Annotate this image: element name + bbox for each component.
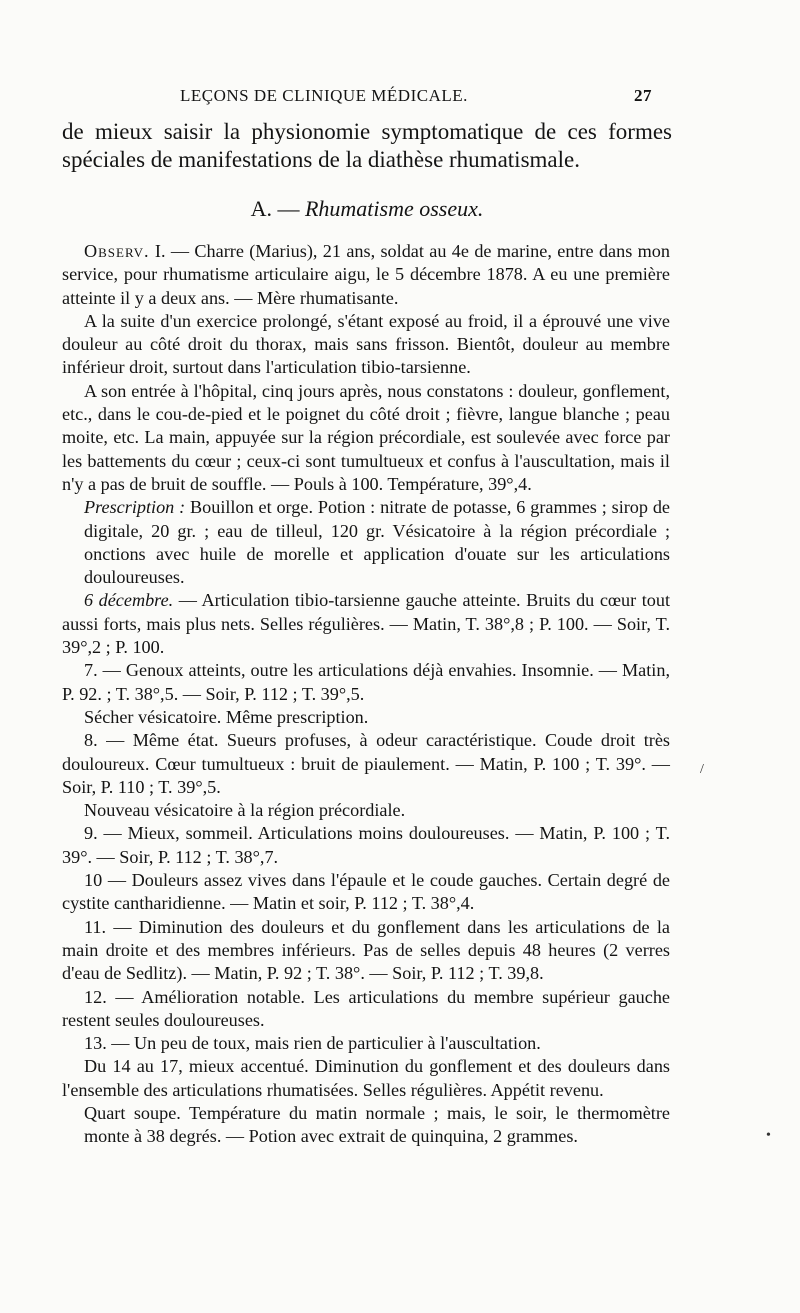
section-subject: Rhumatisme osseux. bbox=[304, 196, 484, 221]
prescription-label: Prescription : bbox=[84, 497, 186, 518]
day-text: — Articulation tibio-tarsienne gauche atteinte. Bruits du cœur tout aussi forts, mais plus nets. Selles régulières. — Matin, T. 38°,8 ; P. 100. — Soir, T. 39°,2 ; P. 100. bbox=[62, 590, 670, 658]
day-entry: 11. — Diminution des douleurs et du gonflement dans les articulations de la main droite et des membres inférieurs. Pas de selles depuis 48 heures (2 verres d'eau de Sedlitz). — Matin, P. 92 ; T. 38°. — Soir, P. 112 ; T. 39,8. bbox=[62, 916, 670, 984]
section-title bbox=[62, 196, 672, 222]
observation-text bbox=[62, 240, 670, 1149]
intro-paragraph: de mieux saisir la physionomie symptomatique de ces formes spéciales de manifestations de la diathèse rhumatismale. bbox=[62, 119, 672, 172]
observation-intro: I. — Charre (Marius), 21 ans, soldat au 4e de marine, entre dans mon service, pour rhumatisme articulaire aigu, le 5 décembre 1878. A eu une première atteinte il y a deux ans. — Mère rhumatisante. bbox=[62, 241, 670, 308]
running-title: LEÇONS DE CLINIQUE MÉDICALE. bbox=[180, 86, 468, 105]
section-letter: A. — bbox=[250, 196, 305, 221]
observation-paragraph: A son entrée à l'hôpital, cinq jours après, nous constatons : douleur, gonflement, etc., dans le cou-de-pied et le poignet du côté droit ; fièvre, langue blanche ; peau moite, etc. La main, appuyée sur la région précordiale, est soulevée avec force par les battements du cœur ; ceux-ci sont tumultueux et confus à l'auscultation, mais il n'y a pas de bruit de souffle. — Pouls à 100. Température, 39°,4. bbox=[62, 380, 670, 494]
margin-dot-mark: • bbox=[766, 1128, 771, 1143]
treatment-note: Sécher vésicatoire. Même prescription. bbox=[84, 706, 369, 727]
day-entry: 9. — Mieux, sommeil. Articulations moins douloureuses. — Matin, P. 100 ; T. 39°. — Soir, P. 112 ; T. 38°,7. bbox=[62, 823, 670, 867]
page-number: 27 bbox=[634, 86, 652, 105]
day-entry: 12. — Amélioration notable. Les articulations du membre supérieur gauche restent seules douloureuses. bbox=[62, 986, 670, 1030]
treatment-note: Quart soupe. Température du matin normale ; mais, le soir, le thermomètre monte à 38 degrés. — Potion avec extrait de quinquina, 2 grammes. bbox=[84, 1102, 670, 1147]
day-entry: Du 14 au 17, mieux accentué. Diminution du gonflement et des douleurs dans l'ensemble des articulations rhumatisées. Selles régulières. Appétit revenu. bbox=[62, 1056, 670, 1100]
observation-paragraph: A la suite d'un exercice prolongé, s'étant exposé au froid, il a éprouvé une vive douleur au côté droit du thorax, mais sans frisson. Bientôt, douleur au membre inférieur droit, surtout dans l'articulation tibio-tarsienne. bbox=[62, 310, 670, 378]
prescription-text: Bouillon et orge. Potion : nitrate de potasse, 6 grammes ; sirop de digitale, 20 gr. ; eau de tilleul, 120 gr. Vésicatoire à la région précordiale ; onctions avec huile de morelle et application d'ouate sur les articulations douloureuses. bbox=[84, 497, 670, 588]
day-entry: 8. — Même état. Sueurs profuses, à odeur caractéristique. Coude droit très douloureux. Cœur tumultueux : bruit de piaulement. — Matin, P. 100 ; T. 39°. — Soir, P. 110 ; T. 39°,5. bbox=[62, 730, 670, 797]
day-entry bbox=[62, 589, 670, 659]
day-entry: 7. — Genoux atteints, outre les articulations déjà envahies. Insomnie. — Matin, P. 92. ; T. 38°,5. — Soir, P. 112 ; T. 39°,5. bbox=[62, 660, 670, 704]
day-label: 6 décembre. bbox=[84, 590, 174, 611]
observation-label: Observ. bbox=[84, 241, 150, 261]
observation-paragraph bbox=[62, 240, 670, 310]
day-entry: 13. — Un peu de toux, mais rien de particulier à l'auscultation. bbox=[84, 1033, 541, 1054]
margin-stroke-mark: / bbox=[700, 762, 704, 777]
day-entry: 10 — Douleurs assez vives dans l'épaule et le coude gauches. Certain degré de cystite cantharidienne. — Matin et soir, P. 112 ; T. 38°,4. bbox=[62, 870, 670, 914]
treatment-note: Nouveau vésicatoire à la région précordiale. bbox=[84, 800, 406, 821]
prescription-paragraph bbox=[62, 496, 670, 589]
